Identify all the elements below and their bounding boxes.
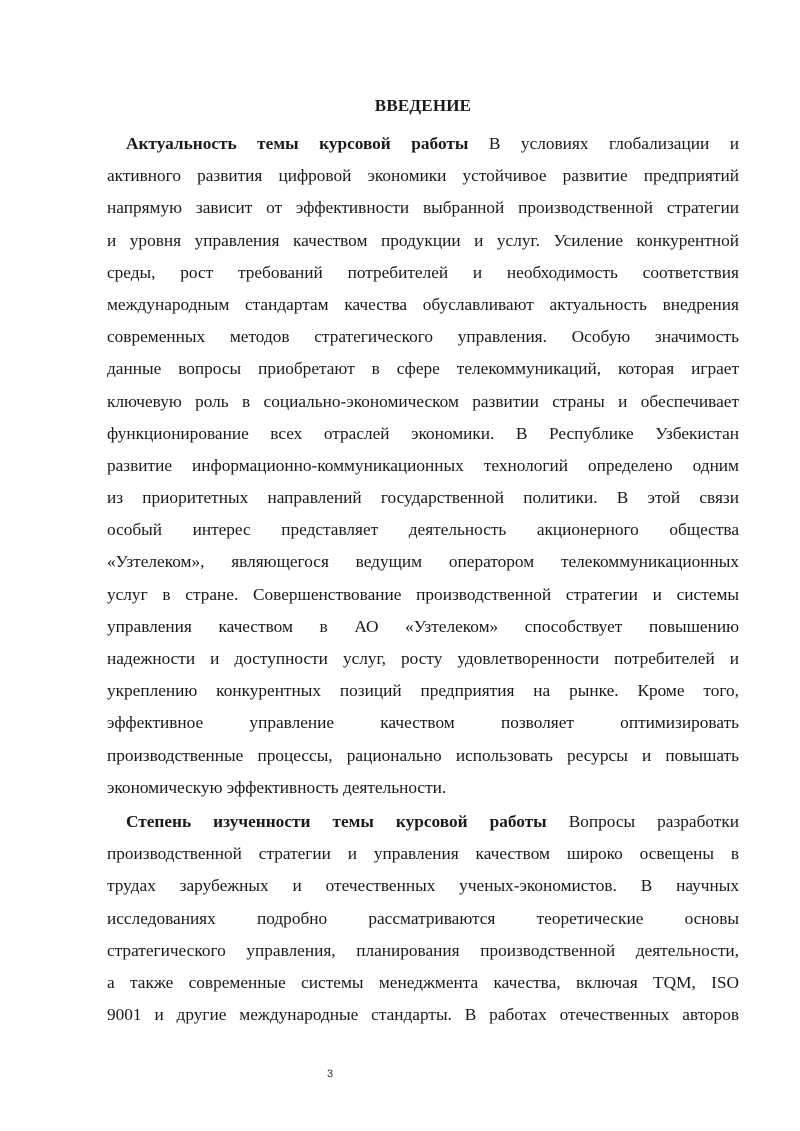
paragraph-line-text: Вопросы разработки	[568, 812, 739, 831]
paragraph-line: из приоритетных направлений государственной политики. В этой связи	[107, 488, 739, 508]
paragraph-line: надежности и доступности услуг, росту удовлетворенности потребителей и	[107, 649, 739, 668]
paragraph-line: 9001 и другие международные стандарты. В работах отечественных авторов	[107, 1005, 739, 1025]
paragraph-first-line	[107, 806, 739, 838]
paragraph-line: международным стандартам качества обуславливают актуальность внедрения	[107, 294, 739, 314]
paragraph-line: эффективное управление качеством позволяет оптимизировать	[107, 713, 739, 733]
paragraph-study-degree	[107, 806, 739, 1031]
paragraph-first-line	[107, 128, 739, 160]
paragraph-line: производственной стратегии и управления качеством широко освещены в	[107, 844, 739, 864]
paragraph-line: особый интерес представляет деятельность акционерного общества	[107, 520, 739, 540]
paragraph-line: производственные процессы, рационально использовать ресурсы и повышать	[107, 745, 739, 765]
paragraph-line: и уровня управления качеством продукции и услуг. Усиление конкурентной	[107, 230, 739, 250]
paragraph-line: активного развития цифровой экономики устойчивое развитие предприятий	[107, 166, 739, 186]
paragraph-line: исследованиях подробно рассматриваются теоретические основы	[107, 908, 739, 928]
paragraph-line: «Узтелеком», являющегося ведущим оператором телекоммуникационных	[107, 552, 739, 572]
paragraph-lead: Актуальность темы курсовой работы	[126, 134, 469, 153]
paragraph-line: ключевую роль в социально-экономическом развитии страны и обеспечивает	[107, 391, 739, 411]
paragraph-line: развитие информационно-коммуникационных технологий определено одним	[107, 455, 739, 475]
paragraph-relevance	[107, 128, 739, 804]
paragraph-line: экономическую эффективность деятельности.	[107, 777, 447, 797]
paragraph-line: напрямую зависит от эффективности выбранной производственной стратегии	[107, 198, 739, 218]
paragraph-line: функционирование всех отраслей экономики. В Республике Узбекистан	[107, 423, 739, 443]
paragraph-line: услуг в стране. Совершенствование производственной стратегии и системы	[107, 584, 739, 604]
paragraph-line-text: В условиях глобализации и	[488, 134, 739, 153]
paragraph-line: среды, рост требований потребителей и необходимость соответствия	[107, 262, 739, 282]
paragraph-lead: Степень изученности темы курсовой работы	[126, 812, 547, 831]
paragraph-line: укреплению конкурентных позиций предприятия на рынке. Кроме того,	[107, 681, 739, 701]
page-number: 3	[326, 1068, 334, 1080]
paragraph-line: а также современные системы менеджмента качества, включая TQM, ISO	[107, 972, 739, 992]
paragraph-line: современных методов стратегического управления. Особую значимость	[107, 327, 739, 347]
paragraph-line: управления качеством в АО «Узтелеком» способствует повышению	[107, 616, 739, 636]
paragraph-line: трудах зарубежных и отечественных ученых-экономистов. В научных	[107, 876, 739, 896]
page-heading: ВВЕДЕНИЕ	[374, 96, 472, 115]
paragraph-line: данные вопросы приобретают в сфере телекоммуникаций, которая играет	[107, 359, 739, 379]
paragraph-line: стратегического управления, планирования производственной деятельности,	[107, 940, 739, 960]
